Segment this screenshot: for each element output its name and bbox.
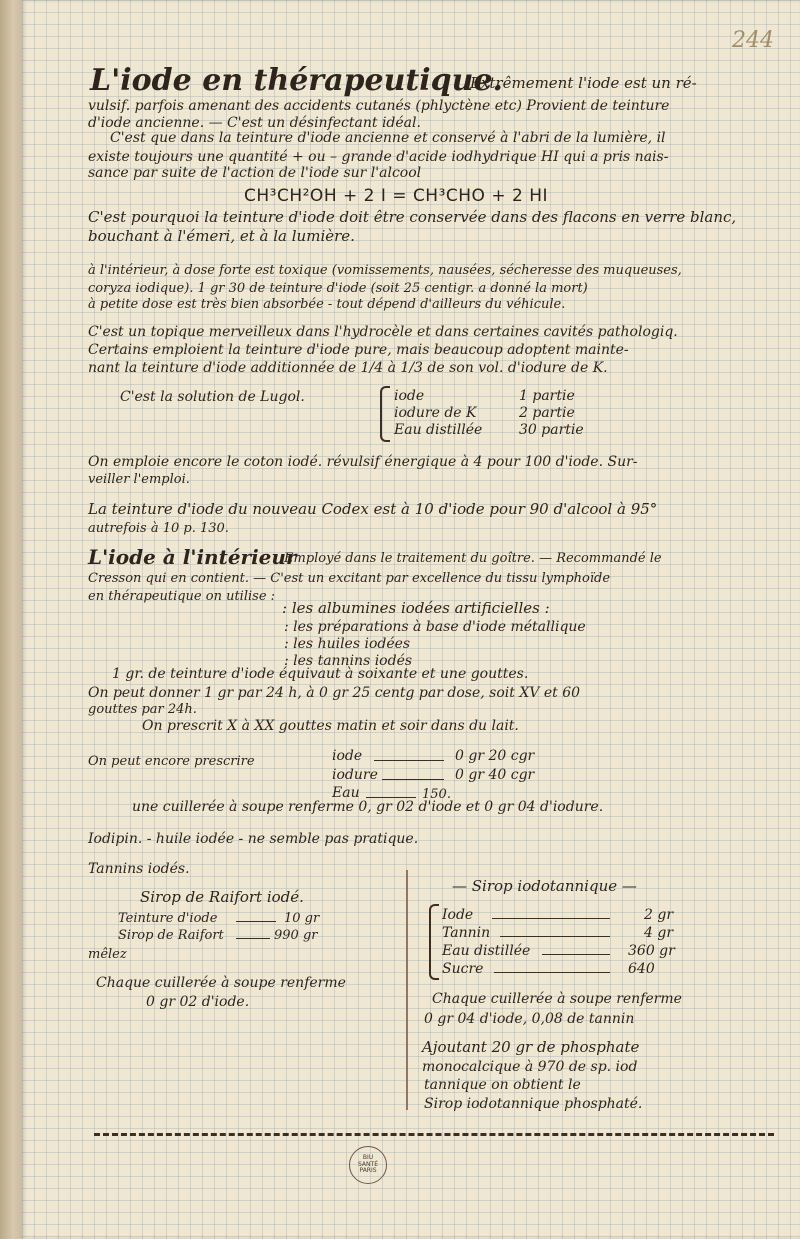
preparation-list-item: : les tannins iodés <box>284 653 413 669</box>
preparation-list-item: : les huiles iodées <box>284 636 411 652</box>
page-title: L'iode en thérapeutique. <box>90 63 503 98</box>
interieur-section-line-2: Cresson qui en contient. — C'est un excitant par excellence du tissu lymphoïde <box>88 571 611 586</box>
prescription-cuilleree: une cuillerée à soupe renferme 0, gr 02 d'iode et 0 gr 04 d'iodure. <box>132 799 604 815</box>
intro-line-3: d'iode ancienne. — C'est un désinfectant idéal. <box>88 115 421 131</box>
conservation-line-2: bouchant à l'émeri, et à la lumière. <box>88 227 355 245</box>
iodotannique-amount: 2 gr <box>644 907 674 923</box>
iodotannique-ingredient: Sucre <box>442 961 484 977</box>
preparation-list-item: : les préparations à base d'iode métallique <box>284 619 586 635</box>
raifort-note-line-2: 0 gr 02 d'iode. <box>146 994 250 1010</box>
stamp-text: BIU <box>362 1154 374 1162</box>
codex-line-1: La teinture d'iode du nouveau Codex est à 10 d'iode pour 90 d'alcool à 95° <box>88 500 658 518</box>
interieur-line-1: à l'intérieur, à dose forte est toxique (vomissements, nausées, sécheresse des muqueuses, <box>88 263 682 278</box>
iodotannique-amount: 640 <box>628 961 655 977</box>
topique-line-2: Certains emploient la teinture d'iode pure, mais beaucoup adoptent mainte- <box>88 342 629 358</box>
intro-line-1: Extrêmement l'iode est un ré- <box>470 74 697 92</box>
dosage-line-4: On prescrit X à XX gouttes matin et soir dans du lait. <box>142 718 519 734</box>
lugol-amount: 30 partie <box>519 422 584 438</box>
leader-dash <box>492 918 610 919</box>
prescription-amount: 150. <box>422 787 451 802</box>
stamp-text: SANTÉ <box>358 1160 378 1168</box>
prescription-amount: 0 gr 20 cgr <box>455 748 535 764</box>
section-divider <box>94 1133 774 1136</box>
coton-line-1: On emploie encore le coton iodé. révulsif énergique à 4 pour 100 d'iode. Sur- <box>88 454 638 470</box>
prescription-amount: 0 gr 40 cgr <box>455 767 535 783</box>
intro-line-4: C'est que dans la teinture d'iode ancienne et conservé à l'abri de la lumière, il <box>110 130 666 146</box>
phosphate-line-2: monocalcique à 970 de sp. iod <box>422 1059 638 1075</box>
chemical-formula: CH³CH²OH + 2 I = CH³CHO + 2 HI <box>244 186 549 206</box>
prescription-ingredient: Eau <box>332 785 360 801</box>
raifort-amount: 990 gr <box>274 928 318 943</box>
raifort-ingredient: Teinture d'iode <box>118 911 218 926</box>
iodotannique-amount: 360 gr <box>628 943 675 959</box>
lugol-ingredient: iodure de K <box>394 405 477 421</box>
raifort-melez: mêlez <box>88 947 127 962</box>
intro-line-2: vulsif. parfois amenant des accidents cutanés (phlyctène etc) Provient de teinture <box>88 98 670 114</box>
leader-dash <box>236 938 270 939</box>
interieur-section-line-1: Employé dans le traitement du goître. — Recommandé le <box>284 551 662 566</box>
iodotannique-ingredient: Tannin <box>442 925 491 941</box>
lugol-brace <box>380 386 390 442</box>
prescription-ingredient: iodure <box>332 767 378 783</box>
notebook-page <box>22 0 800 1239</box>
leader-dash <box>236 921 276 922</box>
lugol-ingredient: Eau distillée <box>394 422 483 438</box>
iodotannique-brace <box>429 904 439 980</box>
intro-line-6: sance par suite de l'action de l'iode sur l'alcool <box>88 165 422 181</box>
page-number: 244 <box>732 28 774 53</box>
iodotannique-ingredient: Eau distillée <box>442 943 531 959</box>
coton-line-2: veiller l'emploi. <box>88 472 190 487</box>
leader-dash <box>374 760 444 761</box>
dosage-line-3: gouttes par 24h. <box>88 702 197 717</box>
lugol-amount: 1 partie <box>519 388 575 404</box>
leader-dash <box>494 972 610 973</box>
lugol-label: C'est la solution de Lugol. <box>120 389 305 405</box>
lugol-ingredient: iode <box>394 388 425 404</box>
phosphate-line-1: Ajoutant 20 gr de phosphate <box>422 1038 640 1056</box>
library-stamp <box>349 1146 387 1184</box>
leader-dash <box>366 797 416 798</box>
iodotannique-ingredient: Iode <box>442 907 474 923</box>
iodotannique-note-line-1: Chaque cuillerée à soupe renferme <box>432 991 682 1007</box>
topique-line-3: nant la teinture d'iode additionnée de 1/4 à 1/3 de son vol. d'iodure de K. <box>88 360 608 376</box>
phosphate-line-4: Sirop iodotannique phosphaté. <box>424 1096 643 1112</box>
leader-dash <box>542 954 610 955</box>
interieur-line-2: coryza iodique). 1 gr 30 de teinture d'iode (soit 25 centigr. a donné la mort) <box>88 281 588 296</box>
iodotannique-note-line-2: 0 gr 04 d'iode, 0,08 de tannin <box>424 1011 635 1027</box>
dosage-line-2: On peut donner 1 gr par 24 h, à 0 gr 25 centg par dose, soit XV et 60 <box>88 685 581 701</box>
interieur-heading: L'iode à l'intérieur <box>88 545 297 569</box>
iodotannique-amount: 4 gr <box>644 925 674 941</box>
intro-line-5: existe toujours une quantité + ou – grande d'acide iodhydrique HI qui a pris nais- <box>88 149 669 165</box>
tannins-heading: Tannins iodés. <box>88 861 190 877</box>
topique-line-1: C'est un topique merveilleux dans l'hydrocèle et dans certaines cavités pathologiq. <box>88 324 678 340</box>
interieur-section-line-3: en thérapeutique on utilise : <box>88 589 276 604</box>
iodipine-line: Iodipin. - huile iodée - ne semble pas pratique. <box>88 831 419 847</box>
lugol-amount: 2 partie <box>519 405 575 421</box>
raifort-amount: 10 gr <box>284 911 320 926</box>
dosage-line-1: 1 gr. de teinture d'iode équivaut à soixante et une gouttes. <box>112 666 529 682</box>
raifort-ingredient: Sirop de Raifort <box>118 928 224 943</box>
conservation-line-1: C'est pourquoi la teinture d'iode doit être conservée dans des flacons en verre blanc, <box>88 208 737 226</box>
preparation-list-item: : les albumines iodées artificielles : <box>282 599 550 617</box>
leader-dash <box>382 779 444 780</box>
prescription-ingredient: iode <box>332 748 363 764</box>
stamp-text: PARIS <box>359 1167 377 1175</box>
column-separator <box>406 870 408 1110</box>
iodotannique-title: — Sirop iodotannique — <box>452 877 637 895</box>
leader-dash <box>500 936 610 937</box>
phosphate-line-3: tannique on obtient le <box>424 1077 581 1093</box>
notebook-spine <box>0 0 22 1239</box>
interieur-line-3: à petite dose est très bien absorbée - tout dépend d'ailleurs du véhicule. <box>88 297 566 312</box>
prescription-label: On peut encore prescrire <box>88 754 255 769</box>
raifort-title: Sirop de Raifort iodé. <box>140 888 304 906</box>
raifort-note-line-1: Chaque cuillerée à soupe renferme <box>96 975 346 991</box>
codex-line-2: autrefois à 10 p. 130. <box>88 521 229 536</box>
